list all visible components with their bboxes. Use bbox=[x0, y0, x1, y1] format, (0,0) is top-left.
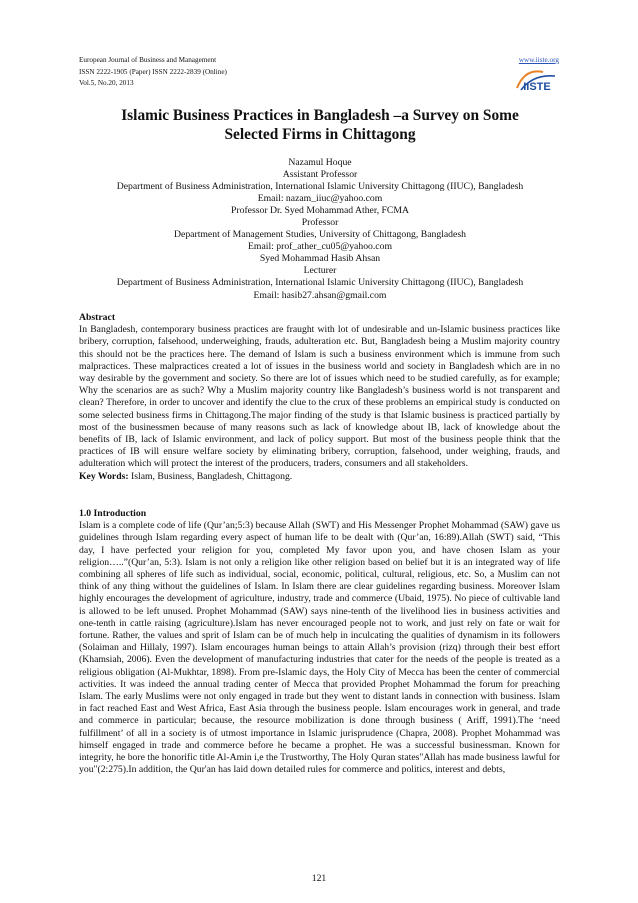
author-2-affiliation: Department of Management Studies, University of Chittagong, Bangladesh bbox=[174, 229, 466, 241]
author-2-position: Professor bbox=[301, 217, 339, 229]
author-2-name: Professor Dr. Syed Mohammad Ather, FCMA bbox=[230, 205, 409, 217]
author-3-name: Syed Mohammad Hasib Ahsan bbox=[259, 253, 381, 265]
logo-text: IISTE bbox=[523, 81, 551, 92]
keywords-list: Islam, Business, Bangladesh, Chittagong. bbox=[128, 470, 293, 482]
abstract-heading: Abstract bbox=[79, 312, 116, 323]
author-1-affiliation: Department of Business Administration, International Islamic University Chittagong (IIUC), Bangladesh bbox=[116, 181, 524, 193]
author-1-position: Assistant Professor bbox=[282, 169, 358, 181]
introduction-section bbox=[79, 508, 560, 776]
abstract-text: In Bangladesh, contemporary business practices are fraught with lot of undesirable and un-Islamic business practices like bribery, corruption, falsehood, underweighing, frauds, adulteration etc. But, Bangladesh being a Muslim majority country this should not be the practices here. The demand of Islam is such a business environment which is immune from such malpractices. These malpractices created a lot of issues in the business world and society in Bangladesh which are in no way desirable by the government and society. So there are lot of issues which need to be studied carefully, as for example; Why the scenarios are as such? Why a Muslim majority country like Bangladesh’s business world is not transparent and clean? Therefore, in order to uncover and identify the clue to the crux of these problems an empirical study is conducted on some selected business firms in Chittagong.The major finding of the study is that Islamic business is practiced partially by most of the businessmen because of many reasons such as lack of knowledge about IB, lack of knowledge about the benefits of IB, lack of Islamic environment, and lack of policy support. But most of the business people think that the practices of IB will ensure welfare society by eliminating bribery, corruption, falsehood, under weighing, frauds, and adulteration which will protect the interest of the producers, traders, consumers and all stakeholders. bbox=[79, 324, 560, 470]
running-header bbox=[79, 55, 559, 90]
author-3-position: Lecturer bbox=[303, 265, 337, 277]
introduction-heading: 1.0 Introduction bbox=[79, 508, 147, 519]
author-1-name: Nazamul Hoque bbox=[288, 157, 352, 168]
author-1-email: Email: nazam_iiuc@yahoo.com bbox=[257, 193, 383, 205]
journal-url-link[interactable]: www.iiste.org bbox=[518, 56, 559, 64]
page-number: 121 bbox=[311, 873, 327, 884]
author-2-email: Email: prof_ather_cu05@yahoo.com bbox=[248, 241, 392, 253]
journal-name: European Journal of Business and Management bbox=[79, 56, 217, 64]
abstract-section bbox=[79, 312, 560, 483]
author-block bbox=[60, 157, 580, 302]
iiste-logo-icon bbox=[515, 66, 560, 92]
journal-issn: ISSN 2222-1905 (Paper) ISSN 2222-2839 (Online) bbox=[79, 67, 227, 76]
paper-title-line-1: Islamic Business Practices in Bangladesh –a Survey on Some bbox=[121, 107, 519, 124]
introduction-text: Islam is a complete code of life (Qur’an;5:3) because Allah (SWT) and His Messenger Prophet Mohammad (SAW) gave us guidelines through Islam regarding every aspect of human life to be dealt with (Qur’an, 16:89).Allah (SWT) said, “This day, I have perfected your religion for you, completed My favor upon you, and have chosen Islam as your religion…..”(Qur’an, 5:3). Islam is not only a religion like other religion based on belief but it is an integrated way of life combining all spheres of life such as individual, social, economic, political, cultural, religious, etc. So, a Muslim can not think of any thing without the guidelines of Islam. In Islam there are clear guidelines regarding business. Moreover Islam highly encourages the development of agriculture, industry, trade and commerce (Ubaid, 1975). No piece of cultivable land is allowed to be left unused. Prophet Mohammad (SAW) says nine-tenth of the livelihood lies in business activities and one-tenth in cattle raising (agriculture).Islam has never encouraged people not to work, and just rely on fate or wait for fortune. Rather, the values and sprit of Islam can be of much help in inculcating the qualities of dynamism in its followers (Solaiman and Hillaly, 1997). Islam encourages human beings to attain Allah’s provision (rizq) through their best effort (Khamsiah, 2006). Even the development of manufacturing industries that cater for the needs of the people is treated as a religious obligation (Al-Mukhtar, 1898). From pre-Islamic days, the Holy City of Mecca has been the center of commercial activities. It was indeed the annual trading center of Mecca that provided Prophet Mohammad the forum for preaching Islam. The early Muslims were not only engaged in trade but they went to distant lands in connection with business. Islam in fact reached East and West Africa, East Asia through the business people. Islam encourages work in general, and trade and commerce in particular; because, the resource mobilization is done through business ( Ariff, 1991).The ‘need fulfillment’ of all in a society is of utmost importance in Islamic jurisprudence (Chapra, 2008). Prophet Mohammad was himself engaged in trade and commerce before he became a prophet. He was a successful businessman. Known for integrity, he bore the honorific title Al-Amin i,e the Trustworthy, The Holy Quran states"Allah has made business lawful for you"(2:275).In addition, the Qur'an has laid down detailed rules for commerce and politics, interest and debts, bbox=[79, 520, 560, 776]
author-3-affiliation: Department of Business Administration, International Islamic University Chittagong (IIUC), Bangladesh bbox=[116, 277, 524, 289]
journal-volume: Vol.5, No.20, 2013 bbox=[79, 79, 134, 88]
paper-title-line-2: Selected Firms in Chittagong bbox=[224, 125, 416, 143]
paper-title bbox=[70, 107, 570, 144]
author-3-email: Email: hasib27.ahsan@gmail.com bbox=[253, 289, 387, 301]
keywords-line bbox=[79, 471, 560, 483]
keywords-label: Key Words: bbox=[79, 470, 129, 482]
